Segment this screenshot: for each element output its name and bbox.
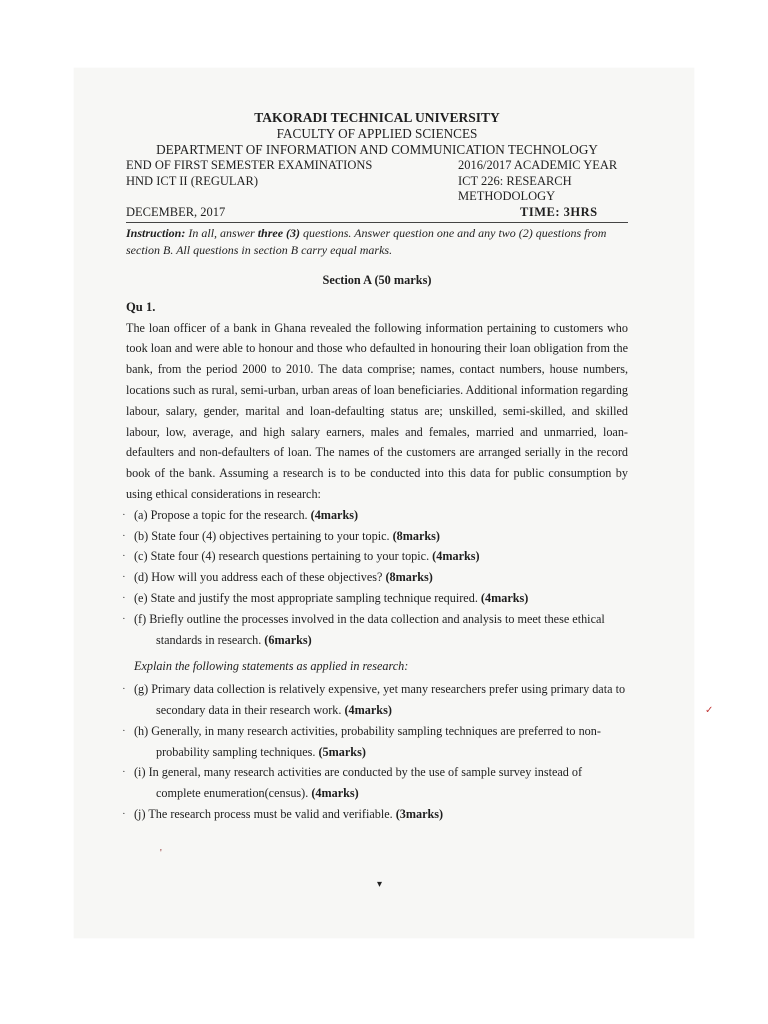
question-paragraph: The loan officer of a bank in Ghana revealed the following information pertaining to customers who took loan and were able to honour and those who defaulted in honouring their loan obligation from the bank, from the period 2000 to 2010. The data comprise; names, contact numbers, house numbers, locations such as rural, semi-urban, urban areas of loan beneficiaries. Additional information regarding labour, salary, gender, marital and loan-defaulting status are; unskilled, semi-skilled, and skilled labour, low, average, and high salary earners, males and females, married and unmarried, loan-defaulters and non-defaulters of loan. The names of the customers are arranged serially in the record book of the bank. Assuming a research is to be conducted into this data for public consumption by using ethical considerations in research: xyxy=(126,320,628,501)
item-label: (b) xyxy=(134,528,149,543)
item-marks: (4marks) xyxy=(480,590,529,605)
item-marks: (3marks) xyxy=(395,806,444,821)
explain-heading: Explain the following statements as applied in research: xyxy=(134,659,409,674)
question-item xyxy=(122,721,628,763)
instruction-label: Instruction: xyxy=(126,226,186,240)
exam-date: DECEMBER, 2017 xyxy=(126,204,226,219)
bullet-mark: · xyxy=(122,683,126,696)
item-text: The research process must be valid and verifiable. xyxy=(148,806,393,821)
question-number: Qu 1. xyxy=(126,299,156,314)
bullet-mark: · xyxy=(122,550,126,563)
item-label: (i) xyxy=(134,765,146,780)
section-title: Section A (50 marks) xyxy=(322,273,432,287)
instruction-post: questions. Answer question one and any two (2) questions from section B. All questions in section B carry equal marks. xyxy=(126,226,607,257)
bullet-mark: · xyxy=(122,571,126,584)
exam-content xyxy=(122,110,628,825)
pen-mark: ▾ xyxy=(377,879,383,890)
item-marks: (4marks) xyxy=(432,549,480,564)
item-marks: (4marks) xyxy=(310,507,359,522)
bullet-mark: · xyxy=(122,766,126,779)
item-text: In general, many research activities are conducted by the use of sample survey instead of complete enumeration(census). xyxy=(148,765,583,801)
exam-title: END OF FIRST SEMESTER EXAMINATIONS xyxy=(126,158,373,172)
programme: HND ICT II (REGULAR) xyxy=(126,173,259,188)
header-row-3 xyxy=(126,205,628,221)
item-marks: (8marks) xyxy=(392,528,440,543)
bullet-mark: · xyxy=(122,529,126,542)
item-label: (g) xyxy=(134,682,149,697)
question-item xyxy=(122,546,628,567)
item-label: (c) xyxy=(134,549,148,564)
item-text: Briefly outline the processes involved in the data collection and analysis to meet these ethical standards in research. xyxy=(149,611,605,647)
question-item xyxy=(122,588,628,609)
question-item xyxy=(122,762,628,804)
item-marks: (4marks) xyxy=(311,786,359,801)
pen-mark: ' xyxy=(160,848,162,859)
item-label: (d) xyxy=(134,570,149,585)
question-item xyxy=(122,526,628,547)
item-label: (j) xyxy=(134,806,146,821)
question-item xyxy=(122,505,628,526)
bullet-mark: · xyxy=(122,591,126,604)
department-name: DEPARTMENT OF INFORMATION AND COMMUNICATION TECHNOLOGY xyxy=(156,142,598,157)
explain-items xyxy=(122,679,628,825)
item-text: State four (4) objectives pertaining to your topic. xyxy=(151,528,390,543)
academic-year: 2016/2017 ACADEMIC YEAR xyxy=(458,158,618,172)
item-text: State and justify the most appropriate sampling technique required. xyxy=(150,590,478,605)
item-text: Generally, in many research activities, probability sampling techniques are preferred to non-probability sampling techniques. xyxy=(151,723,601,759)
item-label: (e) xyxy=(134,590,148,605)
item-marks: (4marks) xyxy=(344,702,392,717)
instruction-bold: three (3) xyxy=(257,226,301,240)
header-row-1 xyxy=(126,158,628,174)
item-marks: (8marks) xyxy=(385,570,433,585)
item-text: Primary data collection is relatively expensive, yet many researchers prefer using primary data to secondary data in their research work. xyxy=(151,682,626,717)
question-item xyxy=(122,609,628,651)
bullet-mark: · xyxy=(122,612,126,625)
item-marks: (5marks) xyxy=(318,744,366,759)
instruction xyxy=(126,225,628,259)
bullet-mark: · xyxy=(122,724,126,737)
question-items xyxy=(122,505,628,651)
question-item xyxy=(122,567,628,588)
item-label: (f) xyxy=(134,611,147,626)
faculty-name: FACULTY OF APPLIED SCIENCES xyxy=(276,126,478,141)
header-divider xyxy=(126,222,628,223)
question-item xyxy=(122,679,628,721)
item-marks: (6marks) xyxy=(264,632,312,647)
item-label: (h) xyxy=(134,723,149,738)
item-text: Propose a topic for the research. xyxy=(150,507,308,522)
course-code: ICT 226: RESEARCH METHODOLOGY xyxy=(458,173,572,203)
bullet-mark: · xyxy=(122,508,126,521)
item-text: State four (4) research questions pertaining to your topic. xyxy=(150,549,430,564)
question-item xyxy=(122,804,628,825)
item-text: How will you address each of these objectives? xyxy=(151,570,383,585)
pen-mark: ✓ xyxy=(705,705,714,716)
header-row-2 xyxy=(126,174,628,205)
instruction-pre: In all, answer xyxy=(185,226,258,240)
exam-duration: TIME: 3HRS xyxy=(520,204,598,219)
item-label: (a) xyxy=(134,507,148,522)
bullet-mark: · xyxy=(122,807,126,820)
university-name: TAKORADI TECHNICAL UNIVERSITY xyxy=(254,110,500,125)
